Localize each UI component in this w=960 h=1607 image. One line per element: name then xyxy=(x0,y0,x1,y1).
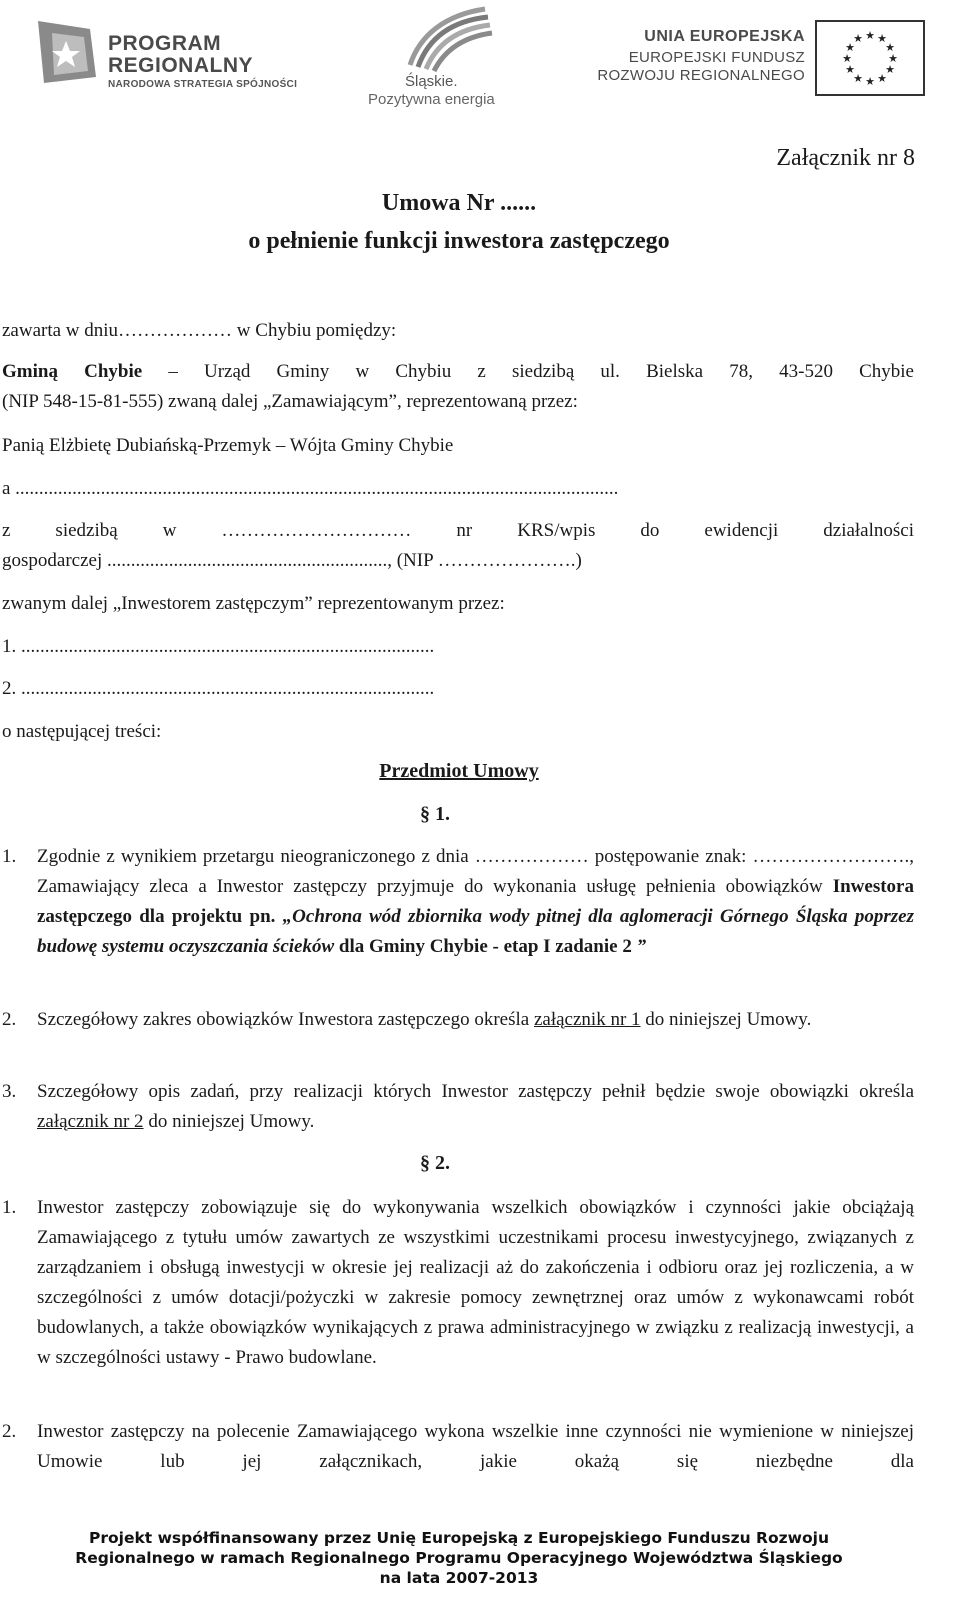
par1-item-2 xyxy=(2,1005,914,1035)
seat-line2: gospodarczej ..........................................................., (NIP ………………….) xyxy=(2,550,582,571)
section-title: Przedmiot Umowy xyxy=(379,760,539,782)
par1-item-3 xyxy=(2,1077,914,1137)
item-text-plain: Szczegółowy opis zadań, przy realizacji których Inwestor zastępczy pełnił będzie swoje obowiązki określa xyxy=(37,1081,914,1102)
paragraph-1-mark: § 1. xyxy=(420,803,450,825)
program-line2: REGIONALNY xyxy=(108,54,254,77)
par2-item-1 xyxy=(2,1193,914,1373)
concluded-line: zawarta w dniu……………… w Chybiu pomiędzy: xyxy=(2,320,397,341)
contract-title: Umowa Nr ...... xyxy=(381,190,537,216)
closing-quote: ” xyxy=(631,936,647,957)
par2-item-2 xyxy=(2,1417,914,1477)
rep1-line: 1. ....................................................................................... xyxy=(2,636,435,657)
svg-text:★: ★ xyxy=(885,41,895,54)
content-intro: o następującej treści: xyxy=(2,721,162,742)
footer-line2: Regionalnego w ramach Regionalnego Programu Operacyjnego Województwa Śląskiego xyxy=(75,1549,843,1567)
slaskie-line2: Pozytywna energia xyxy=(368,91,495,108)
annex-2-link[interactable]: załącznik nr 2 xyxy=(37,1111,144,1132)
svg-text:★: ★ xyxy=(885,63,895,76)
item-text: Inwestor zastępczy zobowiązuje się do wykonywania wszelkich obowiązków i czynności jakie obciążają Zamawiającego z tytułu umów zawartych ze wszystkimi uczestnikami procesu inwestycyjnego, związanych z zarządzaniem i obsługą inwestycji w okresie jej realizacji aż do zakończenia i odbioru oraz jej rozliczenia, a w szczególności z umów dotacji/pożyczki w zakresie pomocy zewnętrznej oraz umów z wykonawcami robót budowlanych, a także obowiązków wynikających z prawa administracyjnego w związku z realizacją inwestycji, a w szczególności ustawy - Prawo budowlane. xyxy=(37,1197,914,1368)
party1-line2: (NIP 548-15-81-555) zwaną dalej „Zamawiającym”, reprezentowaną przez: xyxy=(2,391,578,412)
contract-subtitle: o pełnienie funkcji inwestora zastępczego xyxy=(248,228,670,254)
slaskie-line1: Śląskie. xyxy=(405,73,458,90)
eu-line1: UNIA EUROPEJSKA xyxy=(644,28,805,45)
item-text-bold: Inwestora zastępczego dla projektu pn. xyxy=(37,876,914,927)
program-line1: PROGRAM xyxy=(108,32,222,55)
svg-text:★: ★ xyxy=(853,72,863,85)
item-number: 2. xyxy=(2,1009,17,1030)
seat-line1: z siedzibą w ………………………… nr KRS/wpis do ewidencji działalności xyxy=(2,520,914,541)
item-text-plain: Szczegółowy zakres obowiązków Inwestora zastępczego określa xyxy=(37,1009,534,1030)
paragraph-2-mark: § 2. xyxy=(420,1152,450,1174)
svg-text:★: ★ xyxy=(865,29,875,42)
item-text-plain: Zgodnie z wynikiem przetargu nieograniczonego z dnia ……………… postępowanie znak: ……………………., Zamawiający zleca a Inwestor zastępczy przyjmuje do wykonania usługę pełnienia obowiązków xyxy=(37,846,914,897)
svg-text:★: ★ xyxy=(853,32,863,45)
called-line: zwanym dalej „Inwestorem zastępczym” reprezentowanym przez: xyxy=(2,593,505,614)
paragraph-2-number: 2. xyxy=(435,1152,450,1174)
footer-line1: Projekt współfinansowany przez Unię Europejską z Europejskiego Funduszu Rozwoju xyxy=(89,1529,829,1547)
rep2-line: 2. ....................................................................................... xyxy=(2,678,435,699)
eu-line2: EUROPEJSKI FUNDUSZ xyxy=(628,49,805,66)
representative-line: Panią Elżbietę Dubiańską-Przemyk – Wójta Gminy Chybie xyxy=(2,435,454,456)
svg-text:★: ★ xyxy=(845,41,855,54)
item-text: Inwestor zastępczy na polecenie Zamawiającego wykona wszelkie inne czynności nie wymienione w niniejszej Umowie lub jej załącznikach, jakie okażą się niezbędne dla xyxy=(37,1421,914,1472)
item-number: 2. xyxy=(2,1421,17,1442)
item-text-end: do niniejszej Umowy. xyxy=(143,1111,315,1132)
slaskie-swoosh-icon xyxy=(390,5,500,73)
item-text xyxy=(37,1005,914,1035)
item-text xyxy=(37,1077,914,1137)
footer-line3: na lata 2007-2013 xyxy=(379,1569,539,1587)
slaskie-logo xyxy=(360,5,525,115)
party1-details: – Urząd Gminy w Chybiu z siedzibą ul. Bielska 78, 43-520 Chybie xyxy=(142,361,914,382)
svg-text:★: ★ xyxy=(842,52,852,65)
annex-label: Załącznik nr 8 xyxy=(776,145,915,171)
program-regionalny-logo xyxy=(30,15,330,95)
party1-line1 xyxy=(2,357,914,387)
party1-name: Gminą Chybie xyxy=(2,361,143,382)
svg-text:★: ★ xyxy=(877,72,887,85)
item-number: 3. xyxy=(2,1081,17,1102)
paragraph-1-number: 1. xyxy=(435,803,450,825)
party2-line: a ............................................................................................................................... xyxy=(2,478,619,499)
eu-line3: ROZWOJU REGIONALNEGO xyxy=(597,67,805,84)
svg-text:★: ★ xyxy=(877,32,887,45)
eu-logo xyxy=(575,20,945,110)
eu-flag-icon xyxy=(815,20,925,96)
program-line3: NARODOWA STRATEGIA SPÓJNOŚCI xyxy=(108,79,298,90)
annex-1-link[interactable]: załącznik nr 1 xyxy=(533,1009,641,1030)
svg-text:★: ★ xyxy=(888,52,898,65)
item-number: 1. xyxy=(2,846,17,867)
item-text-bold-2: dla Gminy Chybie - etap I zadanie 2 xyxy=(334,936,632,957)
footer xyxy=(0,1528,918,1588)
item-number: 1. xyxy=(2,1197,17,1218)
program-star-icon xyxy=(30,15,102,87)
svg-text:★: ★ xyxy=(845,63,855,76)
item-text xyxy=(37,842,914,962)
item-text-end: do niniejszej Umowy. xyxy=(640,1009,812,1030)
project-name: „Ochrona wód zbiornika wody pitnej dla aglomeracji Górnego Śląska poprzez budowę systemu oczyszczania ścieków xyxy=(37,906,914,957)
par1-item-1 xyxy=(2,842,914,962)
svg-text:★: ★ xyxy=(865,75,875,88)
